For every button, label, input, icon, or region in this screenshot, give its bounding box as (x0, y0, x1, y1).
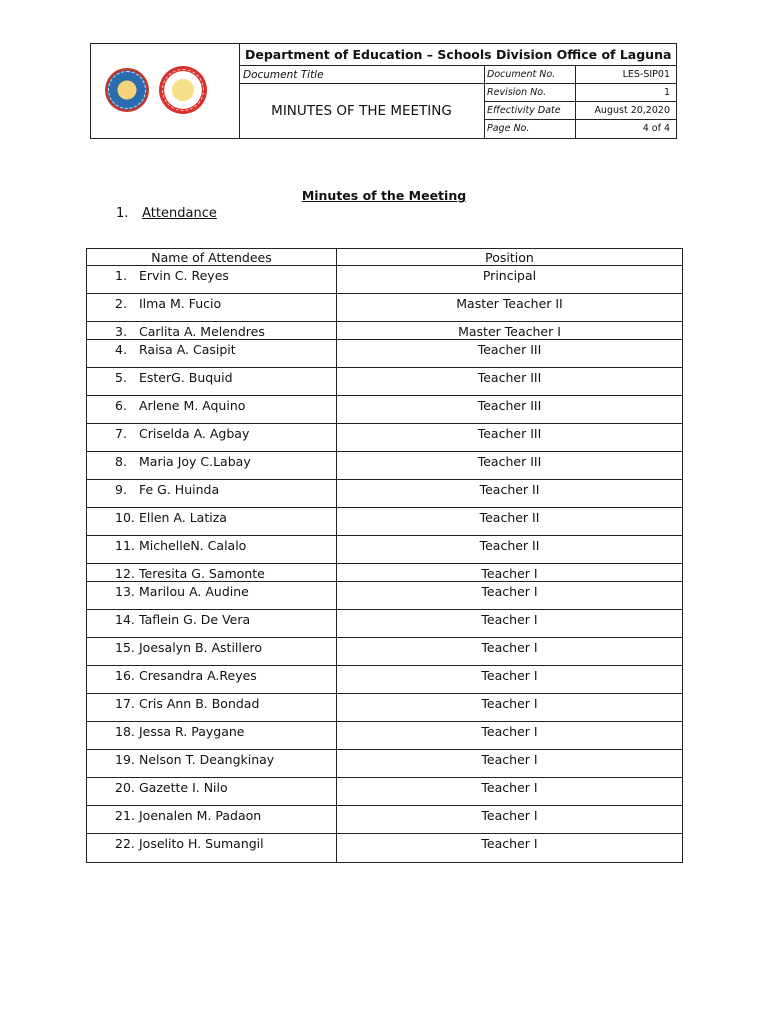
attendee-position: Teacher I (481, 724, 538, 739)
attendee-position-cell (337, 424, 682, 451)
attendee-name: Cris Ann B. Bondad (139, 696, 260, 711)
attendee-name: MichelleN. Calalo (139, 538, 247, 553)
table-row (87, 508, 682, 536)
attendee-entry (115, 396, 336, 413)
table-row (87, 806, 682, 834)
attendee-entry (115, 694, 336, 711)
attendee-name-cell (87, 266, 337, 293)
attendee-position: Master Teacher I (458, 324, 561, 339)
attendee-entry (115, 480, 336, 497)
attendee-name: Maria Joy C.Labay (139, 454, 251, 469)
row-number: 1. (115, 268, 127, 283)
attendee-name: Joselito H. Sumangil (139, 836, 264, 851)
attendee-name-cell (87, 294, 337, 321)
attendance-label: Attendance (142, 206, 217, 221)
attendee-name: Teresita G. Samonte (139, 566, 265, 581)
attendee-position-cell (337, 536, 682, 563)
attendee-name-cell (87, 368, 337, 395)
row-number: 20. (115, 780, 135, 795)
attendees-table (86, 248, 683, 863)
attendee-entry (115, 340, 336, 357)
row-number: 18. (115, 724, 135, 739)
attendee-name-cell (87, 694, 337, 721)
meta-row (485, 120, 676, 138)
meta-value: August 20,2020 (594, 105, 670, 116)
school-seal-logo (105, 68, 149, 112)
attendee-name: EsterG. Buquid (139, 370, 233, 385)
table-row (87, 666, 682, 694)
attendee-position-cell (337, 340, 682, 367)
row-number: 22. (115, 836, 135, 851)
attendee-position: Teacher I (481, 808, 538, 823)
attendee-name-cell (87, 536, 337, 563)
attendee-position: Teacher I (481, 612, 538, 627)
attendee-entry (115, 750, 336, 767)
row-number: 17. (115, 696, 135, 711)
row-number: 11. (115, 538, 135, 553)
department-name: Department of Education – Schools Division Office of Laguna (239, 44, 676, 66)
attendee-position: Teacher II (479, 510, 540, 525)
row-number: 10. (115, 510, 135, 525)
row-number: 8. (115, 454, 127, 469)
row-number: 2. (115, 296, 127, 311)
table-row (87, 638, 682, 666)
attendee-entry (115, 722, 336, 739)
attendee-position: Teacher I (481, 752, 538, 767)
attendee-entry (115, 582, 336, 599)
attendee-name: Jessa R. Paygane (139, 724, 245, 739)
attendee-entry (115, 638, 336, 655)
row-number: 14. (115, 612, 135, 627)
attendee-position: Teacher I (481, 696, 538, 711)
attendee-name-cell (87, 564, 337, 581)
attendee-entry (115, 834, 336, 851)
attendee-position-cell (337, 396, 682, 423)
attendee-entry (115, 610, 336, 627)
meta-label: Effectivity Date (485, 102, 576, 119)
attendee-name-cell (87, 834, 337, 862)
meta-value: LES-SIP01 (622, 69, 670, 80)
meta-value: 1 (663, 87, 670, 98)
attendee-name-cell (87, 610, 337, 637)
table-row (87, 582, 682, 610)
attendee-name-cell (87, 424, 337, 451)
attendee-name: Joenalen M. Padaon (139, 808, 262, 823)
attendee-name-cell (87, 806, 337, 833)
attendee-position-cell (337, 694, 682, 721)
attendee-entry (115, 806, 336, 823)
meta-label: Revision No. (485, 84, 576, 101)
row-number: 12. (115, 566, 135, 581)
table-row (87, 396, 682, 424)
attendee-position: Teacher III (477, 398, 542, 413)
meta-label: Document No. (485, 66, 576, 83)
table-row (87, 834, 682, 862)
document-title-label: Document Title (239, 66, 485, 84)
attendee-position: Teacher II (479, 482, 540, 497)
meta-row (485, 66, 676, 84)
attendee-position-cell (337, 480, 682, 507)
table-row (87, 424, 682, 452)
row-number: 3. (115, 324, 127, 339)
table-row (87, 294, 682, 322)
row-number: 13. (115, 584, 135, 599)
logo-cell (91, 44, 240, 138)
attendee-position: Principal (482, 268, 537, 283)
attendee-name-cell (87, 480, 337, 507)
attendee-name-cell (87, 750, 337, 777)
attendee-name: Ellen A. Latiza (139, 510, 227, 525)
attendee-name: Arlene M. Aquino (139, 398, 246, 413)
attendee-position-cell (337, 266, 682, 293)
attendee-position-cell (337, 750, 682, 777)
table-row (87, 452, 682, 480)
table-row (87, 322, 682, 340)
attendance-heading (116, 206, 217, 221)
table-row (87, 694, 682, 722)
table-row (87, 610, 682, 638)
attendee-name-cell (87, 778, 337, 805)
row-number: 19. (115, 752, 135, 767)
division-of-laguna-seal-logo (159, 66, 207, 114)
attendee-position-cell (337, 806, 682, 833)
attendee-entry (115, 368, 336, 385)
attendee-name-cell (87, 722, 337, 749)
attendee-name: Carlita A. Melendres (139, 324, 265, 339)
attendee-position-cell (337, 722, 682, 749)
section-title: Minutes of the Meeting (301, 188, 467, 203)
attendee-name-cell (87, 508, 337, 535)
row-number: 7. (115, 426, 127, 441)
attendee-name-cell (87, 340, 337, 367)
attendee-entry (115, 564, 336, 581)
row-number: 6. (115, 398, 127, 413)
attendee-name-cell (87, 396, 337, 423)
document-header (90, 43, 677, 139)
row-number: 9. (115, 482, 127, 497)
attendee-name-cell (87, 582, 337, 609)
attendee-name: Cresandra A.Reyes (139, 668, 257, 683)
attendee-name: Ervin C. Reyes (139, 268, 229, 283)
attendee-position: Teacher III (477, 426, 542, 441)
attendee-position-cell (337, 666, 682, 693)
attendee-name-cell (87, 666, 337, 693)
attendee-position: Teacher I (481, 836, 538, 851)
attendee-position-cell (337, 452, 682, 479)
attendee-name: Ilma M. Fucio (139, 296, 222, 311)
attendee-entry (115, 424, 336, 441)
attendance-number: 1. (116, 206, 129, 221)
attendee-position: Master Teacher II (456, 296, 563, 311)
table-row (87, 480, 682, 508)
attendee-entry (115, 666, 336, 683)
attendee-position-cell (337, 294, 682, 321)
table-row (87, 340, 682, 368)
attendee-name-cell (87, 638, 337, 665)
attendee-name: Joesalyn B. Astillero (139, 640, 263, 655)
attendee-position: Teacher III (477, 370, 542, 385)
attendee-name-cell (87, 452, 337, 479)
attendee-position-cell (337, 368, 682, 395)
meeting-title: MINUTES OF THE MEETING (239, 84, 485, 138)
attendee-entry (115, 508, 336, 525)
attendee-name-cell (87, 322, 337, 339)
attendee-position-cell (337, 778, 682, 805)
meta-row (485, 84, 676, 102)
meta-value: 4 of 4 (642, 123, 670, 134)
attendee-position: Teacher III (477, 454, 542, 469)
attendee-position-cell (337, 610, 682, 637)
attendee-name: Taflein G. De Vera (139, 612, 251, 627)
attendee-entry (115, 294, 336, 311)
table-row (87, 536, 682, 564)
row-number: 4. (115, 342, 127, 357)
attendee-entry (115, 536, 336, 553)
table-row (87, 722, 682, 750)
row-number: 16. (115, 668, 135, 683)
attendee-position: Teacher I (481, 566, 538, 581)
attendee-name: Marilou A. Audine (139, 584, 249, 599)
attendee-entry (115, 452, 336, 469)
table-row (87, 368, 682, 396)
meta-label: Page No. (485, 120, 576, 138)
attendee-name: Nelson T. Deangkinay (139, 752, 275, 767)
attendee-position: Teacher I (481, 584, 538, 599)
attendee-position-cell (337, 834, 682, 862)
attendee-name: Raisa A. Casipit (139, 342, 236, 357)
attendee-name: Fe G. Huinda (139, 482, 220, 497)
attendee-position: Teacher II (479, 538, 540, 553)
attendee-entry (115, 778, 336, 795)
attendee-position-cell (337, 582, 682, 609)
attendee-position: Teacher I (481, 780, 538, 795)
attendee-position: Teacher III (477, 342, 542, 357)
attendee-name: Criselda A. Agbay (139, 426, 250, 441)
column-header-name: Name of Attendees (87, 249, 337, 265)
row-number: 5. (115, 370, 127, 385)
document-meta-table (485, 66, 676, 138)
table-row (87, 564, 682, 582)
attendee-position: Teacher I (481, 640, 538, 655)
attendee-position-cell (337, 638, 682, 665)
table-header-row (87, 249, 682, 266)
table-row (87, 750, 682, 778)
row-number: 21. (115, 808, 135, 823)
attendee-position-cell (337, 322, 682, 339)
meta-row (485, 102, 676, 120)
attendee-position-cell (337, 564, 682, 581)
column-header-position: Position (485, 250, 534, 265)
attendee-position: Teacher I (481, 668, 538, 683)
table-row (87, 778, 682, 806)
attendee-entry (115, 322, 336, 339)
attendee-position-cell (337, 508, 682, 535)
attendee-name: Gazette I. Nilo (139, 780, 228, 795)
table-row (87, 266, 682, 294)
attendee-entry (115, 266, 336, 283)
row-number: 15. (115, 640, 135, 655)
